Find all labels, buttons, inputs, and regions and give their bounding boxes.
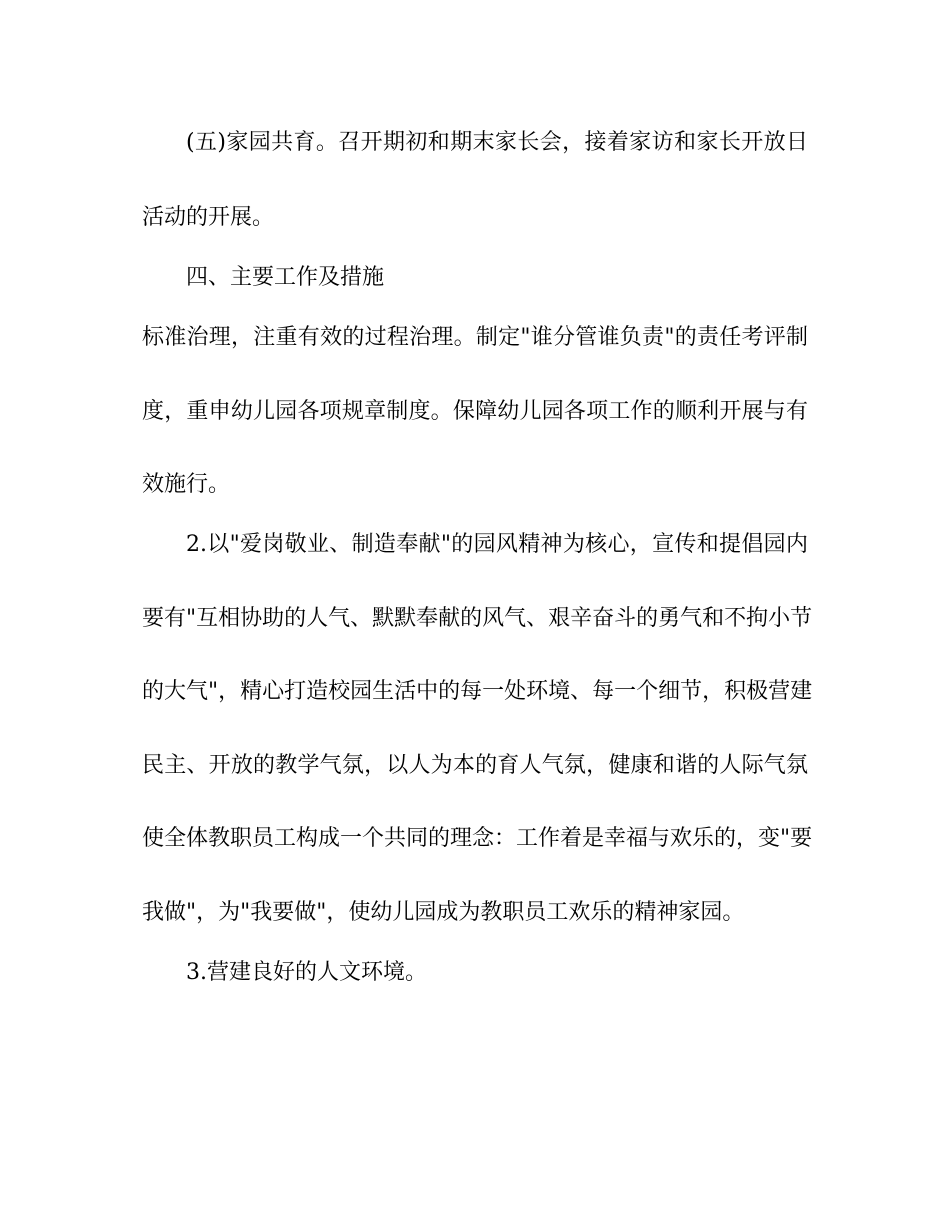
paragraph-line-3: 标准治理，注重有效的过程治理。制定"谁分管谁负责"的责任考评制 [142, 325, 808, 350]
paragraph-line-8: 的大气"，精心打造校园生活中的每一处环境、每一个细节，积极营建 [142, 679, 813, 704]
paragraph-line-9: 民主、开放的教学气氛，以人为本的育人气氛，健康和谐的人际气氛 [142, 753, 808, 778]
paragraph-line-12: 3.营建良好的人文环境。 [186, 960, 427, 985]
paragraph-line-2: 活动的开展。 [142, 205, 275, 230]
paragraph-line-10: 使全体教职员工构成一个共同的理念：工作着是幸福与欢乐的，变"要 [142, 826, 813, 851]
paragraph-line-5: 效施行。 [142, 472, 231, 497]
paragraph-line-4: 度，重申幼儿园各项规章制度。保障幼儿园各项工作的顺利开展与有 [142, 399, 808, 424]
paragraph-line-7: 要有"互相协助的人气、默默奉献的风气、艰辛奋斗的勇气和不拘小节 [142, 606, 813, 631]
paragraph-line-1: (五)家园共育。召开期初和期末家长会，接着家访和家长开放日 [186, 130, 808, 155]
section-heading: 四、主要工作及措施 [186, 265, 385, 290]
paragraph-line-6: 2.以"爱岗敬业、制造奉献"的园风精神为核心，宣传和提倡园内 [186, 532, 808, 557]
paragraph-line-11: 我做"，为"我要做"，使幼儿园成为教职员工欢乐的精神家园。 [142, 900, 745, 925]
